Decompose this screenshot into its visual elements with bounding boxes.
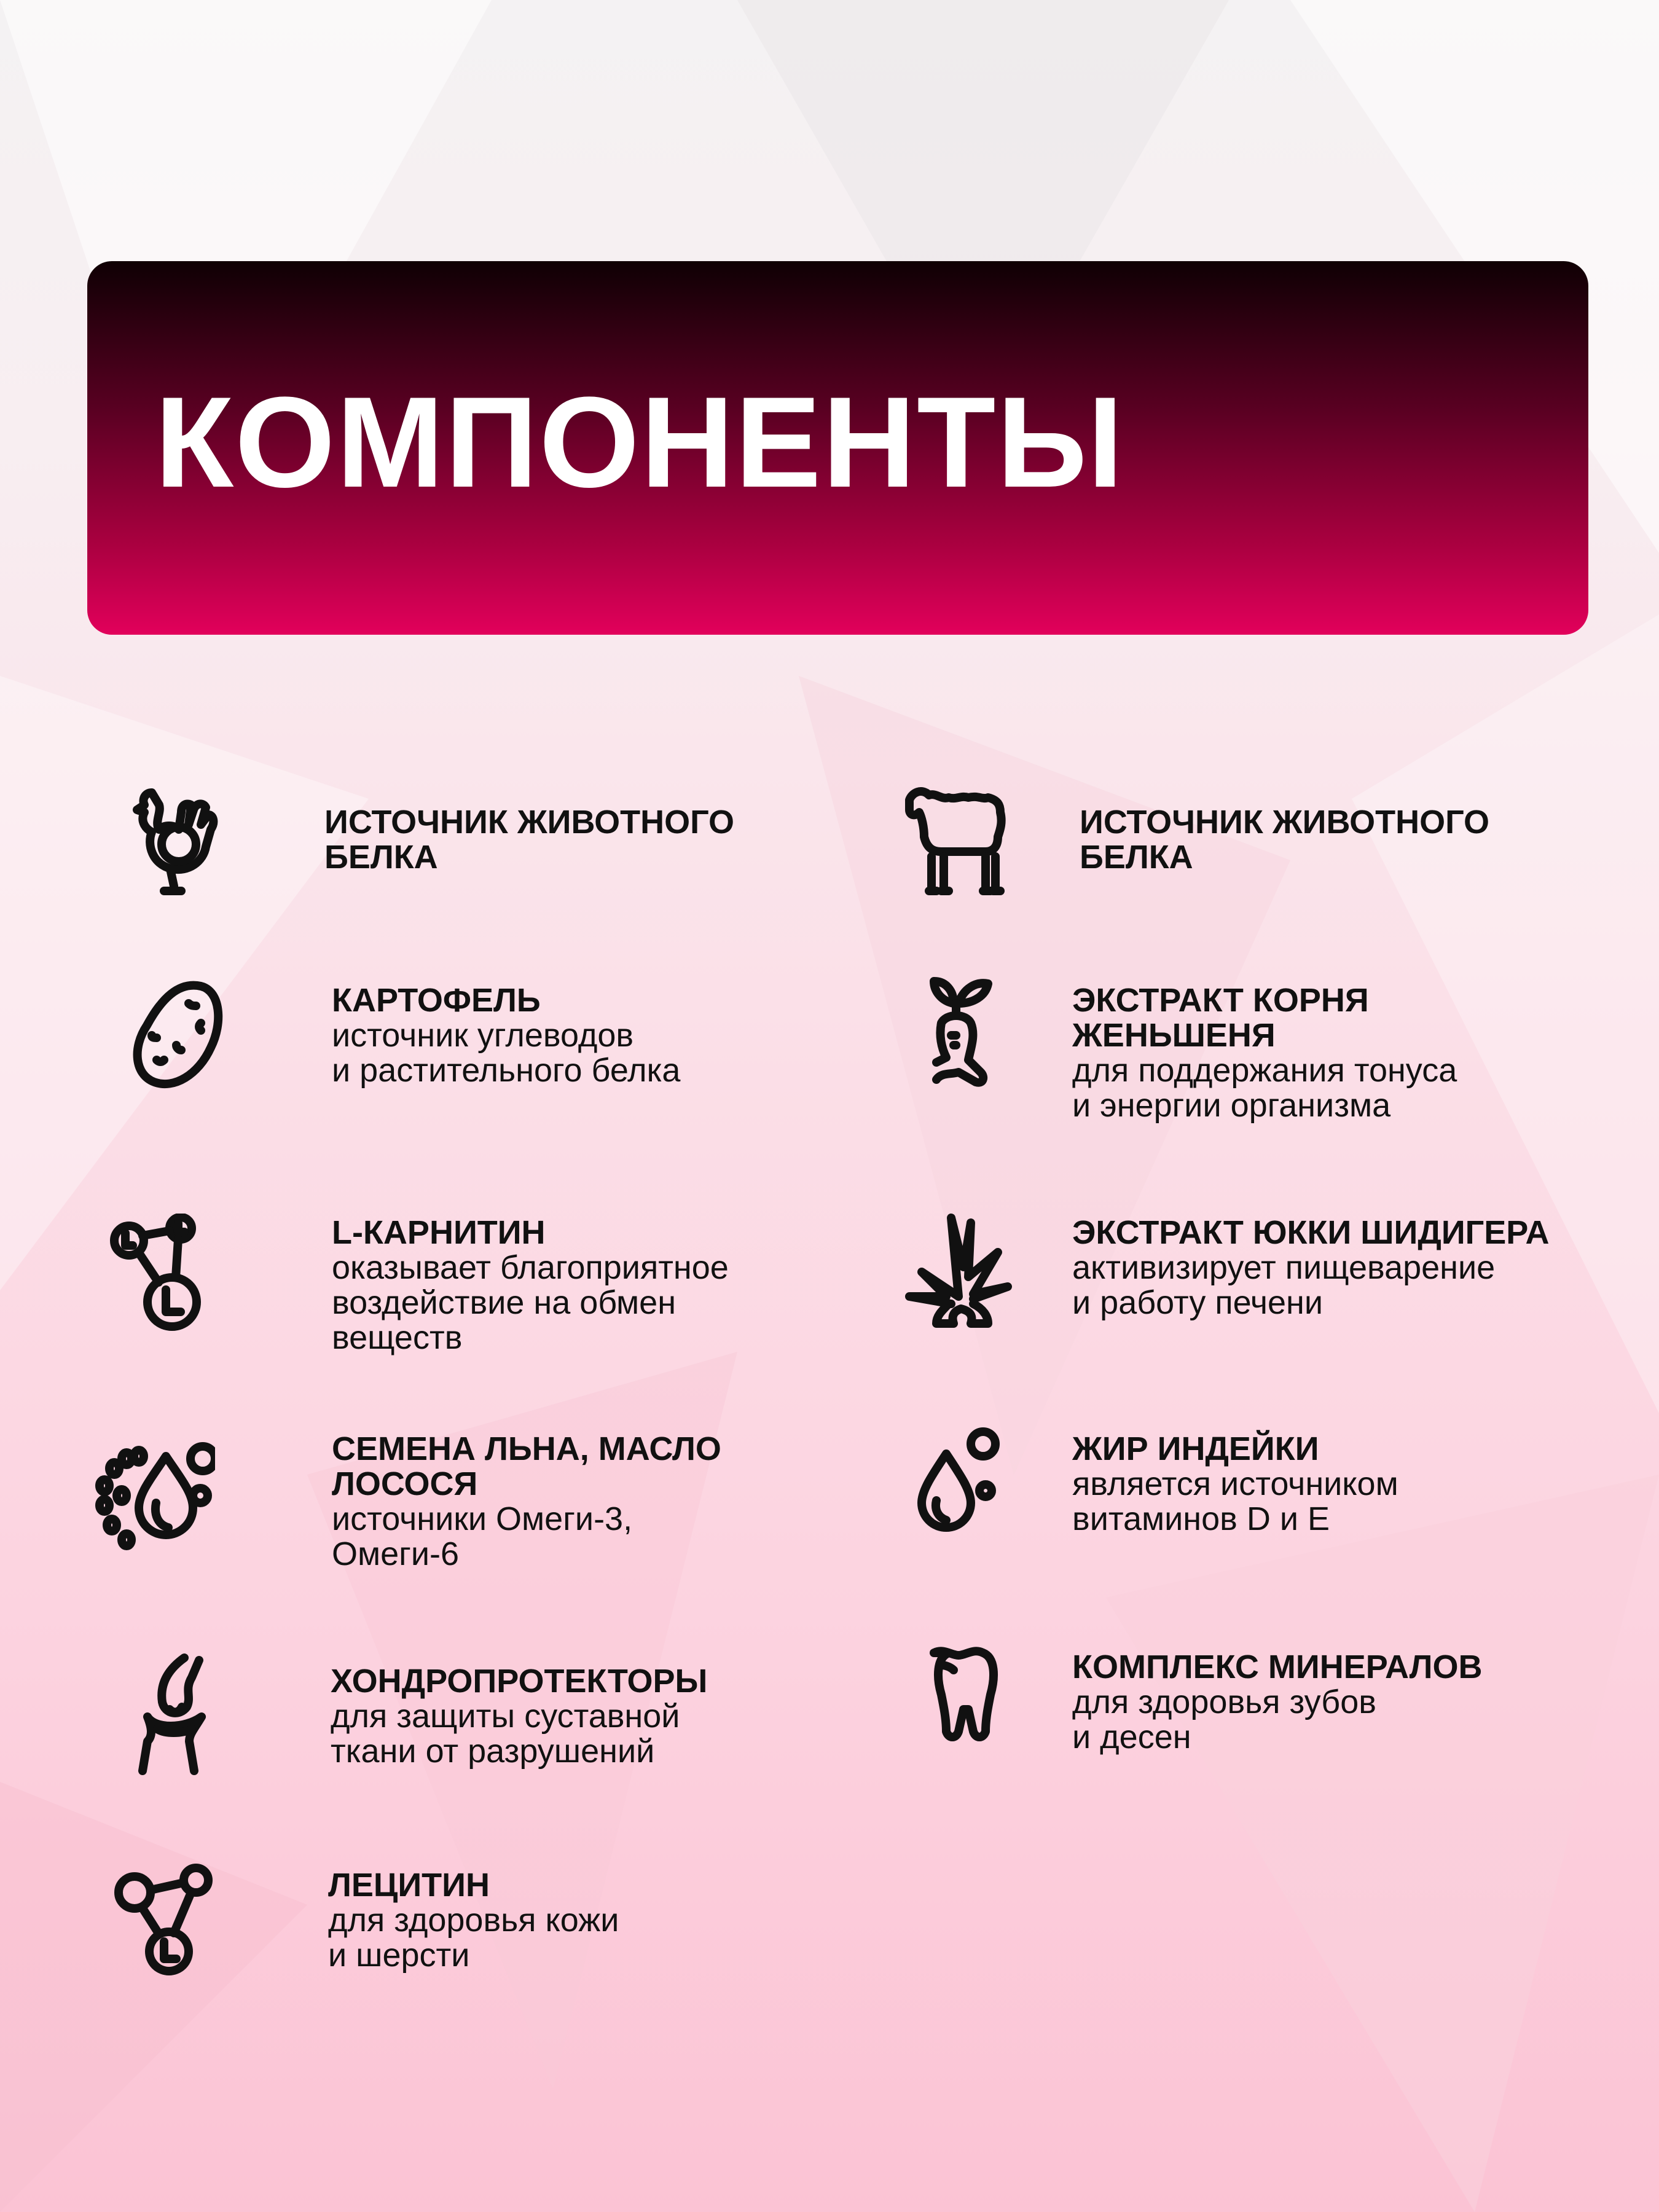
item-title: СЕМЕНА ЛЬНА, МАСЛО ЛОСОСЯ: [332, 1430, 721, 1502]
item-description: является источником витаминов D и E: [1072, 1465, 1398, 1537]
item-potato: [332, 983, 680, 1088]
item-description: активизирует пищеварение и работу печени: [1072, 1249, 1496, 1321]
item-minerals: [1072, 1650, 1483, 1755]
item-title: ИСТОЧНИК ЖИВОТНОГО БЕЛКА: [1080, 804, 1489, 876]
item-lecithin: [328, 1868, 619, 1973]
item-description: для здоровья кожи и шерсти: [328, 1902, 619, 1974]
item-yucca: [1072, 1215, 1550, 1320]
item-description: источник углеводов и растительного белка: [332, 1017, 681, 1089]
fat-drop-icon: [897, 1419, 1020, 1542]
item-description: оказывает благоприятное воздействие на обмен веществ: [332, 1249, 729, 1356]
item-flax-salmon: [332, 1432, 721, 1572]
yucca-plant-icon: [897, 1210, 1020, 1333]
item-turkey: [324, 805, 734, 875]
item-title: ЭКСТРАКТ ЮККИ ШИДИГЕРА: [1072, 1214, 1550, 1251]
l-carnitine-molecule-icon: [104, 1214, 227, 1336]
item-ginseng: [1072, 983, 1457, 1123]
sheep-icon: [897, 780, 1020, 903]
item-description: источники Омеги-3, Омеги-6: [332, 1500, 633, 1572]
page-title: КОМПОНЕНТЫ: [155, 370, 1124, 514]
item-description: для защиты суставной ткани от разрушений: [331, 1698, 680, 1770]
item-title: ЭКСТРАКТ КОРНЯ ЖЕНЬШЕНЯ: [1072, 982, 1369, 1054]
item-title: ХОНДРОПРОТЕКТОРЫ: [331, 1663, 708, 1700]
item-chondroprotectors: [331, 1664, 707, 1769]
potato-icon: [115, 974, 238, 1097]
item-title: L-КАРНИТИН: [332, 1214, 546, 1251]
turkey-icon: [115, 780, 238, 903]
item-description: для здоровья зубов и десен: [1072, 1684, 1376, 1755]
joint-icon: [111, 1653, 233, 1776]
tooth-icon: [897, 1628, 1020, 1751]
item-description: для поддержания тонуса и энергии организма: [1072, 1052, 1457, 1124]
lecithin-molecule-icon: [108, 1856, 230, 1979]
item-turkey-fat: [1072, 1432, 1398, 1537]
oil-drop-seeds-icon: [92, 1432, 215, 1555]
title-banner: [87, 261, 1588, 635]
item-title: КОМПЛЕКС МИНЕРАЛОВ: [1072, 1649, 1483, 1685]
item-l-carnitine: [332, 1215, 729, 1355]
item-sheep: [1080, 805, 1489, 875]
item-title: ЖИР ИНДЕЙКИ: [1072, 1430, 1319, 1467]
item-title: ИСТОЧНИК ЖИВОТНОГО БЕЛКА: [324, 804, 734, 876]
ginseng-root-icon: [897, 974, 1020, 1097]
item-title: КАРТОФЕЛЬ: [332, 982, 541, 1019]
item-title: ЛЕЦИТИН: [328, 1867, 490, 1904]
